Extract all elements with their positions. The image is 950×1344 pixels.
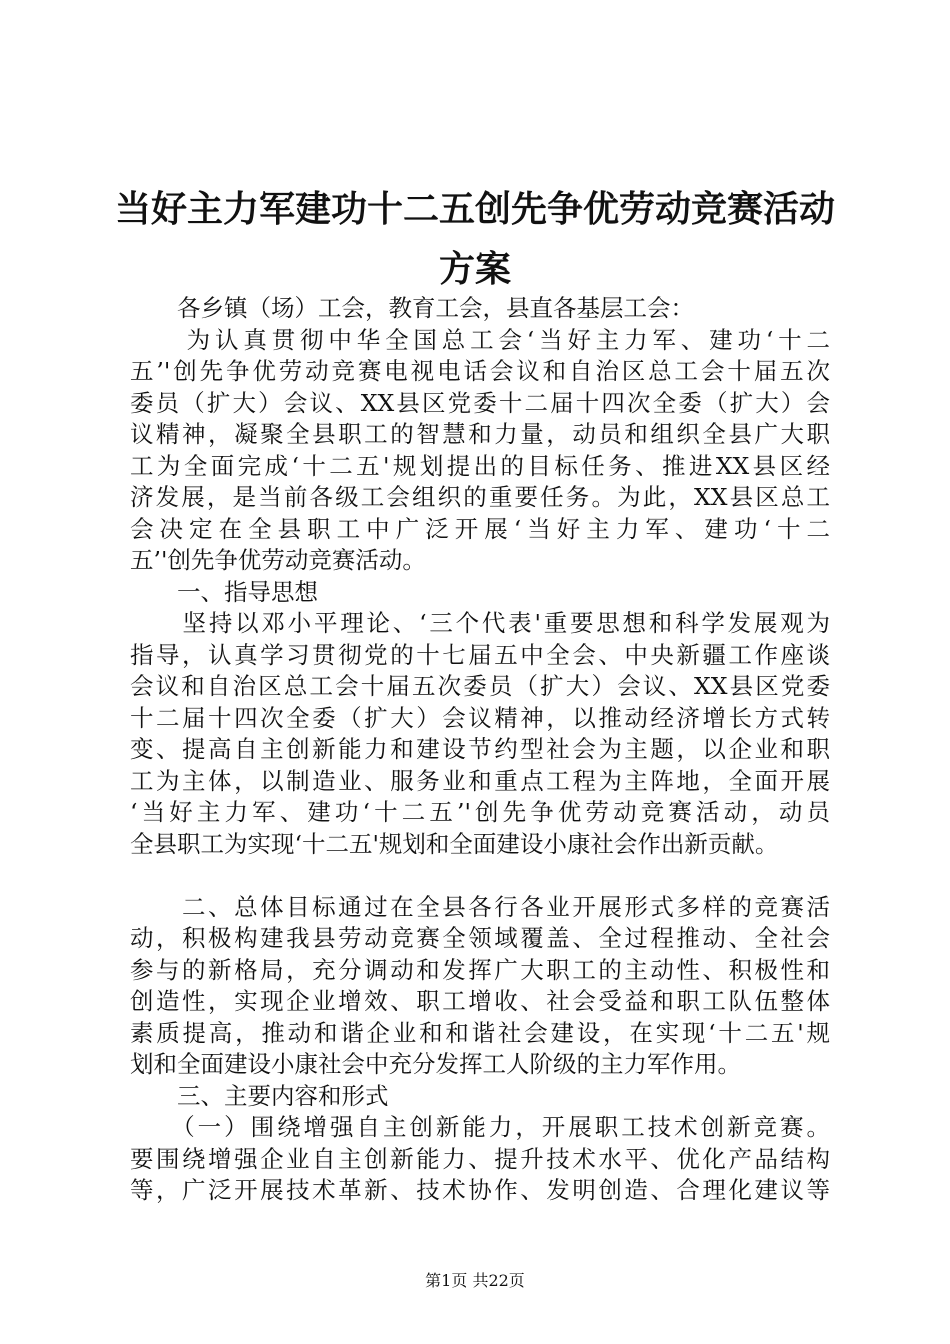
text-line: （一）围绕增强自主创新能力，开展职工技术创新竞赛。 <box>130 1113 830 1141</box>
text-line: 划和全面建设小康社会中充分发挥工人阶级的主力军作用。 <box>130 1050 741 1078</box>
text-line: 要围绕增强企业自主创新能力、提升技术水平、优化产品结构 <box>130 1144 830 1173</box>
text-line: 指导，认真学习贯彻党的十七届五中全会、中央新疆工作座谈 <box>130 640 830 669</box>
text-line: 议精神，凝聚全县职工的智慧和力量，动员和组织全县广大职 <box>130 420 830 448</box>
text-line: 各乡镇（场）工会，教育工会，县直各基层工会： <box>130 294 694 322</box>
text-line: 会议和自治区总工会十届五次委员（扩大）会议、XX县区党委 <box>130 672 830 700</box>
text-line: 十二届十四次全委（扩大）会议精神，以推动经济增长方式转 <box>130 703 830 732</box>
text-line: 变、提高自主创新能力和建设节约型社会为主题，以企业和职 <box>130 735 830 763</box>
text-line: 会决定在全县职工中广泛开展‘当好主力军、建功‘十二 <box>130 514 830 543</box>
text-line: 一、指导思想 <box>130 577 318 606</box>
document-title-line-2: 方案 <box>438 249 511 290</box>
text-line: 坚持以邓小平理论、‘三个代表'重要思想和科学发展观为 <box>130 609 830 637</box>
text-line: 五’'创先争优劳动竞赛活动。 <box>130 546 426 574</box>
text-line: 动，积极构建我县劳动竞赛全领域覆盖、全过程推动、全社会 <box>130 924 830 952</box>
text-line: 创造性，实现企业增效、职工增收、社会受益和职工队伍整体 <box>130 987 830 1015</box>
text-line: 全县职工为实现‘十二五'规划和全面建设小康社会作出新贡献。 <box>130 829 779 858</box>
text-line: 工为主体，以制造业、服务业和重点工程为主阵地，全面开展 <box>130 766 830 795</box>
text-line: 三、主要内容和形式 <box>130 1081 389 1110</box>
text-line: ‘当好主力军、建功‘十二五’'创先争优劳动竞赛活动，动员 <box>130 798 830 826</box>
text-line: 二、总体目标通过在全县各行各业开展形式多样的竞赛活 <box>130 892 830 921</box>
text-line: 参与的新格局，充分调动和发挥广大职工的主动性、积极性和 <box>130 955 830 984</box>
document-title-line-1: 当好主力军建功十二五创先争优劳动竞赛活动 <box>114 189 835 230</box>
text-line: 素质提高，推动和谐企业和和谐社会建设，在实现‘十二五'规 <box>130 1018 830 1047</box>
text-line: 为认真贯彻中华全国总工会‘当好主力军、建功‘十二 <box>130 325 830 354</box>
page-footer: 第1页 共22页 <box>425 1271 525 1290</box>
document-body <box>130 293 830 1207</box>
text-line: 五’'创先争优劳动竞赛电视电话会议和自治区总工会十届五次 <box>130 357 830 385</box>
text-line: 工为全面完成‘十二五'规划提出的目标任务、推进XX县区经 <box>130 451 830 480</box>
text-line: 等，广泛开展技术革新、技术协作、发明创造、合理化建议等 <box>130 1176 830 1204</box>
text-line: 济发展，是当前各级工会组织的重要任务。为此，XX县区总工 <box>130 483 830 511</box>
text-line: 委员（扩大）会议、XX县区党委十二届十四次全委（扩大）会 <box>130 388 830 417</box>
paragraph-gap <box>130 860 830 892</box>
